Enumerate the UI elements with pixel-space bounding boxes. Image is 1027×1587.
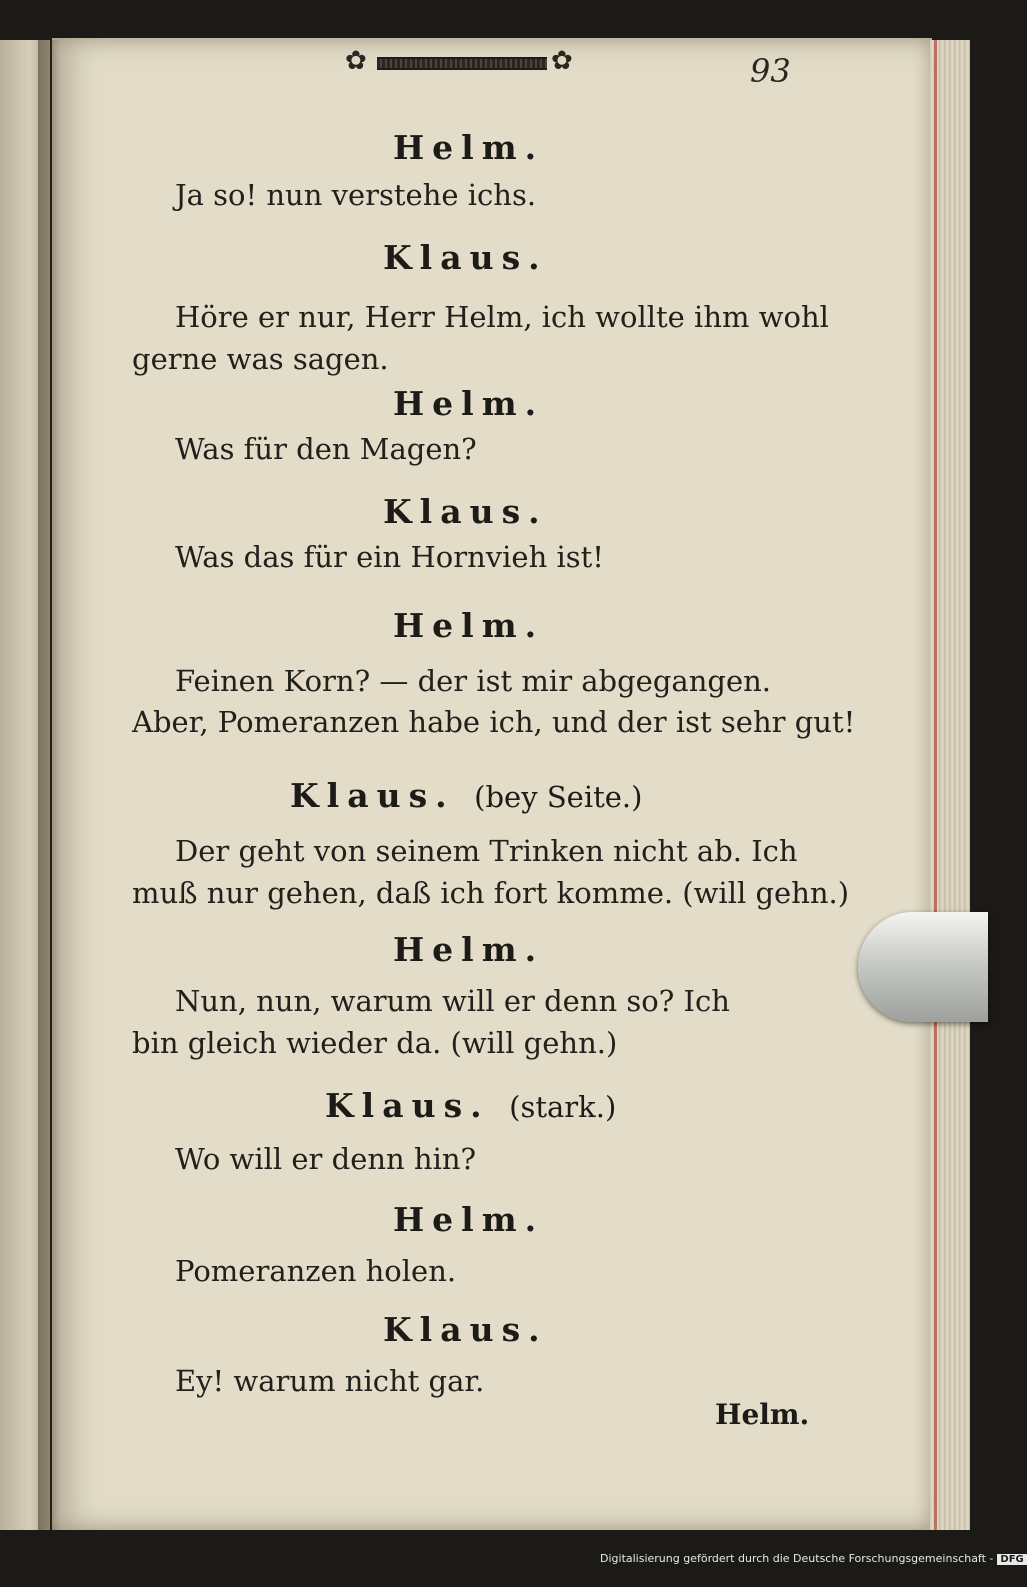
speaker-heading: [290, 776, 642, 815]
catchword: Helm.: [715, 1398, 810, 1431]
stage-direction: (bey Seite.): [474, 780, 643, 814]
page-clip: [858, 912, 988, 1022]
speaker-heading: Helm.: [393, 930, 545, 969]
speaker-heading: Helm.: [393, 128, 545, 167]
text-line: Der geht von seinem Trinken nicht ab. Ich: [175, 834, 798, 868]
page-number: 93: [750, 52, 791, 90]
dfg-logo: DFG: [997, 1554, 1026, 1565]
speaker-heading: [325, 1086, 616, 1125]
text-line: Wo will er denn hin?: [175, 1142, 477, 1176]
text-line: Ey! warum nicht gar.: [175, 1364, 485, 1398]
speaker-heading: Klaus.: [383, 238, 548, 277]
flower-ornament-icon: ✿: [551, 46, 573, 76]
text-line: Pomeranzen holen.: [175, 1254, 457, 1288]
text-line: bin gleich wieder da. (will gehn.): [132, 1026, 618, 1060]
speaker-heading: Klaus.: [383, 1310, 548, 1349]
flower-ornament-icon: ✿: [345, 46, 367, 76]
speaker-heading: Helm.: [393, 1200, 545, 1239]
text-line: gerne was sagen.: [132, 342, 389, 376]
text-line: Ja so! nun verstehe ichs.: [175, 178, 537, 212]
credit-text: Digitalisierung gefördert durch die Deutsche Forschungsgemeinschaft -: [600, 1552, 994, 1565]
speaker-heading: Helm.: [393, 606, 545, 645]
page-edges: [930, 40, 970, 1530]
text-line: Aber, Pomeranzen habe ich, und der ist sehr gut!: [132, 705, 856, 739]
speaker-name: Klaus.: [290, 776, 455, 815]
spine-shadow: [38, 40, 60, 1530]
text-line: muß nur gehen, daß ich fort komme. (will gehn.): [132, 876, 850, 910]
speaker-heading: Helm.: [393, 384, 545, 423]
text-line: Höre er nur, Herr Helm, ich wollte ihm wohl: [175, 300, 829, 334]
header-ornament: [345, 46, 580, 76]
text-line: Was für den Magen?: [175, 432, 477, 466]
text-line: Nun, nun, warum will er denn so? Ich: [175, 984, 730, 1018]
text-line: Was das für ein Hornvieh ist!: [175, 540, 604, 574]
red-edge: [934, 40, 937, 1530]
ornament-bar: [377, 57, 547, 70]
text-line: Feinen Korn? — der ist mir abgegangen.: [175, 664, 772, 698]
digitization-credit: [600, 1552, 1027, 1565]
stage-direction: (stark.): [509, 1090, 617, 1124]
speaker-heading: Klaus.: [383, 492, 548, 531]
speaker-name: Klaus.: [325, 1086, 490, 1125]
